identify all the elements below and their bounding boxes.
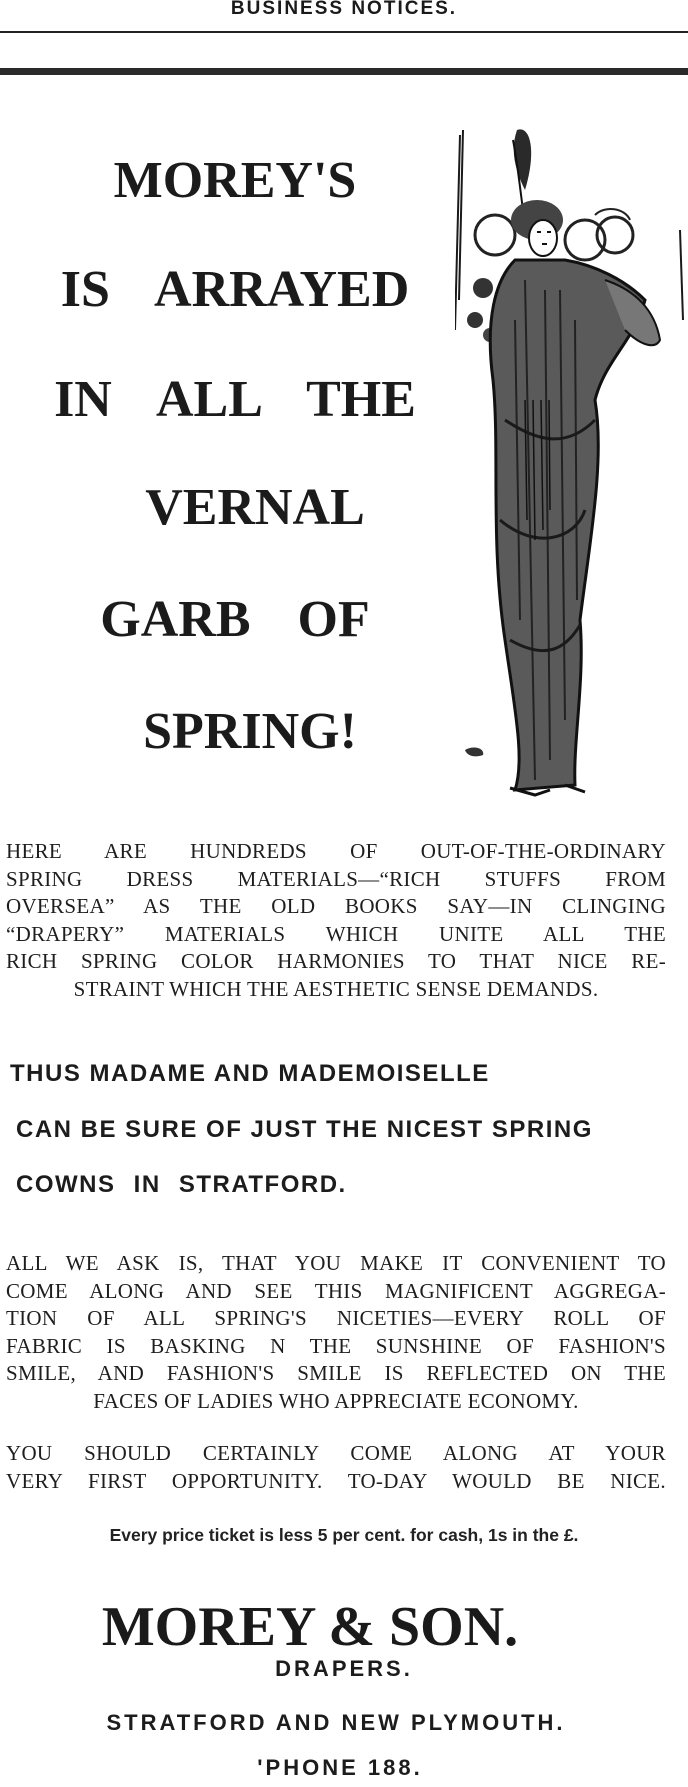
paragraph-line: COME ALONG AND SEE THIS MAGNIFICENT AGGREGA- [6,1278,666,1303]
paragraph-line: SMILE, AND FASHION'S SMILE IS REFLECTED ON THE [6,1361,666,1385]
bold-line-3: COWNS IN STRATFORD. [16,1171,347,1198]
store-name: MOREY & SON. [101,1596,519,1658]
headline-line-1: MOREY'S [113,152,357,209]
headline-line-4: VERNAL [145,479,365,536]
paragraph-line: VERY FIRST OPPORTUNITY. TO-DAY WOULD BE NICE. [6,1468,666,1493]
paragraph-line: YOU SHOULD CERTAINLY COME ALONG AT YOUR [6,1441,666,1465]
fashion-lady-illustration [455,120,685,800]
paragraph-line: OVERSEA” AS THE OLD BOOKS SAY—IN CLINGING [6,894,666,918]
column-rule [0,68,688,75]
paragraph-line: HERE ARE HUNDREDS OF OUT-OF-THE-ORDINARY [6,839,666,863]
headline-line-6: SPRING! [143,703,357,760]
intro-paragraph [6,838,666,1003]
paragraph-line: STRAINT WHICH THE AESTHETIC SENSE DEMANDS. [73,976,599,1001]
closing-paragraph [6,1440,666,1495]
headline-line-5: GARB OF [100,591,370,648]
header-rule [0,31,688,33]
paragraph-line: SPRING DRESS MATERIALS—“RICH STUFFS FROM [6,866,666,891]
invitation-paragraph [6,1250,666,1415]
store-type: DRAPERS. [275,1656,413,1681]
bold-line-2: CAN BE SURE OF JUST THE NICEST SPRING [16,1116,593,1143]
paragraph-line: TION OF ALL SPRING'S NICETIES—EVERY ROLL OF [6,1306,666,1330]
paragraph-line: RICH SPRING COLOR HARMONIES TO THAT NICE RE- [6,949,666,973]
bold-line-1: THUS MADAME AND MADEMOISELLE [10,1060,490,1087]
paragraph-line: FACES OF LADIES WHO APPRECIATE ECONOMY. [93,1388,579,1413]
store-locations: STRATFORD AND NEW PLYMOUTH. [106,1710,566,1735]
paragraph-line: “DRAPERY” MATERIALS WHICH UNITE ALL THE [6,921,666,946]
headline-line-3: IN ALL THE [54,371,416,428]
headline-line-2: IS ARRAYED [60,261,410,318]
paragraph-line: FABRIC IS BASKING N THE SUNSHINE OF FASHION'S [6,1333,666,1358]
paragraph-line: ALL WE ASK IS, THAT YOU MAKE IT CONVENIENT TO [6,1251,666,1275]
price-note: Every price ticket is less 5 per cent. for cash, 1s in the £. [109,1525,579,1545]
section-header: BUSINESS NOTICES. [230,0,458,19]
store-phone: 'PHONE 188. [257,1755,423,1780]
